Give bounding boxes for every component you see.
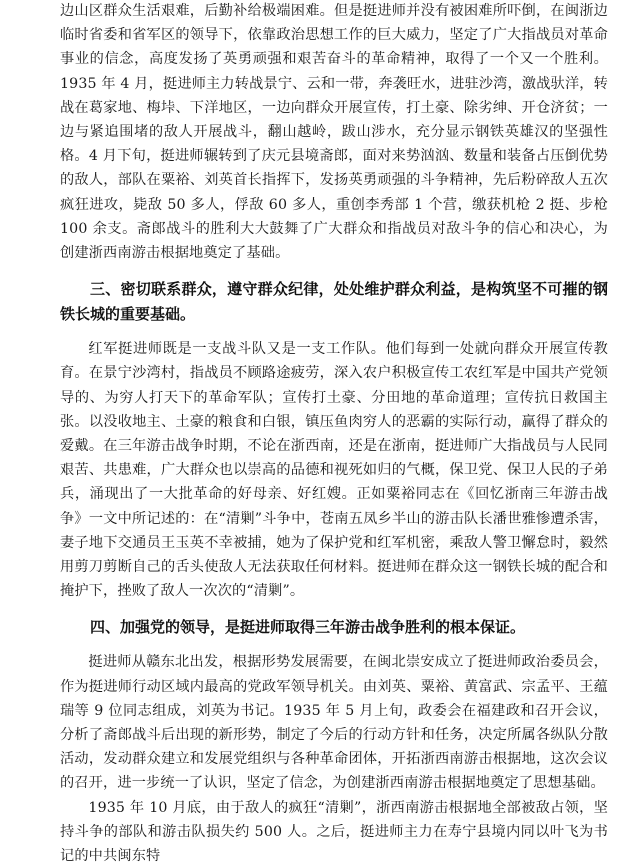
paragraph-continuation: 边山区群众生活艰难，后勤补给极端困难。但是挺进师并没有被困难所吓倒，在闽浙边临时省委和省军区的领导下，依靠政治思想工作的巨大威力，坚定了广大指战员对革命事业的信念，高度发扬了英勇顽强和艰苦奋斗的革命精神，取得了一个又一个胜利。1935 年 4 月，挺进师主力转战景宁、云和一带，奔袭旺水，进驻沙湾，激战驮洋，转战在葛家地、梅垰、下洋地区，一边向群众开展宣传，打土豪、除劣绅、开仓济贫；一边与紧追围堵的敌人开展战斗，翻山越岭，跋山涉水，充分显示钢铁英雄汉的坚强性格。4 月下旬，挺进师辗转到了庆元县境斋郎，面对来势汹汹、数量和装备占压倒优势的敌人，部队在粟裕、刘英首长指挥下，发扬英勇顽强的斗争精神，先后粉碎敌人五次疯狂进攻，毙敌 50 多人，俘敌 60 多人，重创李秀部 1 个营，缴获机枪 2 挺、步枪 100 余支。斋郎战斗的胜利大大鼓舞了广大群众和指战员对敌斗争的信心和决心，为创建浙西南游击根据地奠定了基础。	[60, 3, 608, 262]
paragraph-section-4-a: 挺进师从赣东北出发，根据形势发展需要，在闽北崇安成立了挺进师政治委员会，作为挺进师行动区域内最高的党政军领导机关。由刘英、粟裕、黄富武、宗孟平、王蕴瑞等 9 位同志组成，刘英为书记。1935 年 5 月上旬，政委会在福建政和召开会议，分析了斋郎战斗后出现的新形势，制定了今后的行动方针和任务，决定所属各纵队分散活动，发动群众建立和发展党组织与各种革命团体，开拓浙西南游击根据地，这次会议的召开，进一步统一了认识，坚定了信念，为创建浙西南游击根据地奠定了思想基础。	[60, 654, 608, 792]
section-heading-3: 三、密切联系群众，遵守群众纪律，处处维护群众利益，是构筑坚不可摧的钢铁长城的重要基础。	[60, 280, 608, 324]
paragraph-section-3: 红军挺进师既是一支战斗队又是一支工作队。他们每到一处就向群众开展宣传教育。在景宁沙湾村，指战员不顾路途疲劳，深入农户积极宣传工农红军是中国共产党领导的、为穷人打天下的革命军队；宣传打土豪、分田地的革命道理；宣传抗日救国主张。以没收地主、土豪的粮食和白银，镇压鱼肉穷人的恶霸的实际行动，赢得了群众的爱戴。在三年游击战争时期，不论在浙西南，还是在浙南，挺进师广大指战员与人民同艰苦、共患难，广大群众也以崇高的品德和视死如归的气概，保卫党、保卫人民的子弟兵，涌现出了一大批革命的好母亲、好红嫂。正如粟裕同志在《回忆浙南三年游击战争》一文中所记述的：在“清剿”斗争中，苍南五凤乡半山的游击队长潘世雅惨遭杀害，妻子地下交通员王玉英不幸被捕，她为了保护党和红军机密，乘敌人警卫懈怠时，毅然用剪刀剪断自己的舌头使敌人无法获取任何材料。挺进师在群众这一钢铁长城的配合和掩护下，挫败了敌人一次次的“清剿”。	[60, 341, 608, 600]
section-heading-4: 四、加强党的领导，是挺进师取得三年游击战争胜利的根本保证。	[90, 618, 526, 637]
spacer	[0, 265, 643, 277]
spacer	[0, 603, 643, 615]
paragraph-section-4-b: 1935 年 10 月底，由于敌人的疯狂“清剿”，浙西南游击根据地全部被敌占领，坚持斗争的部队和游击队损失约 500 人。之后，挺进师主力在寿宁县境内同以叶飞为书记的中共闽东特	[60, 799, 608, 865]
spacer	[0, 640, 643, 650]
spacer	[0, 327, 643, 337]
